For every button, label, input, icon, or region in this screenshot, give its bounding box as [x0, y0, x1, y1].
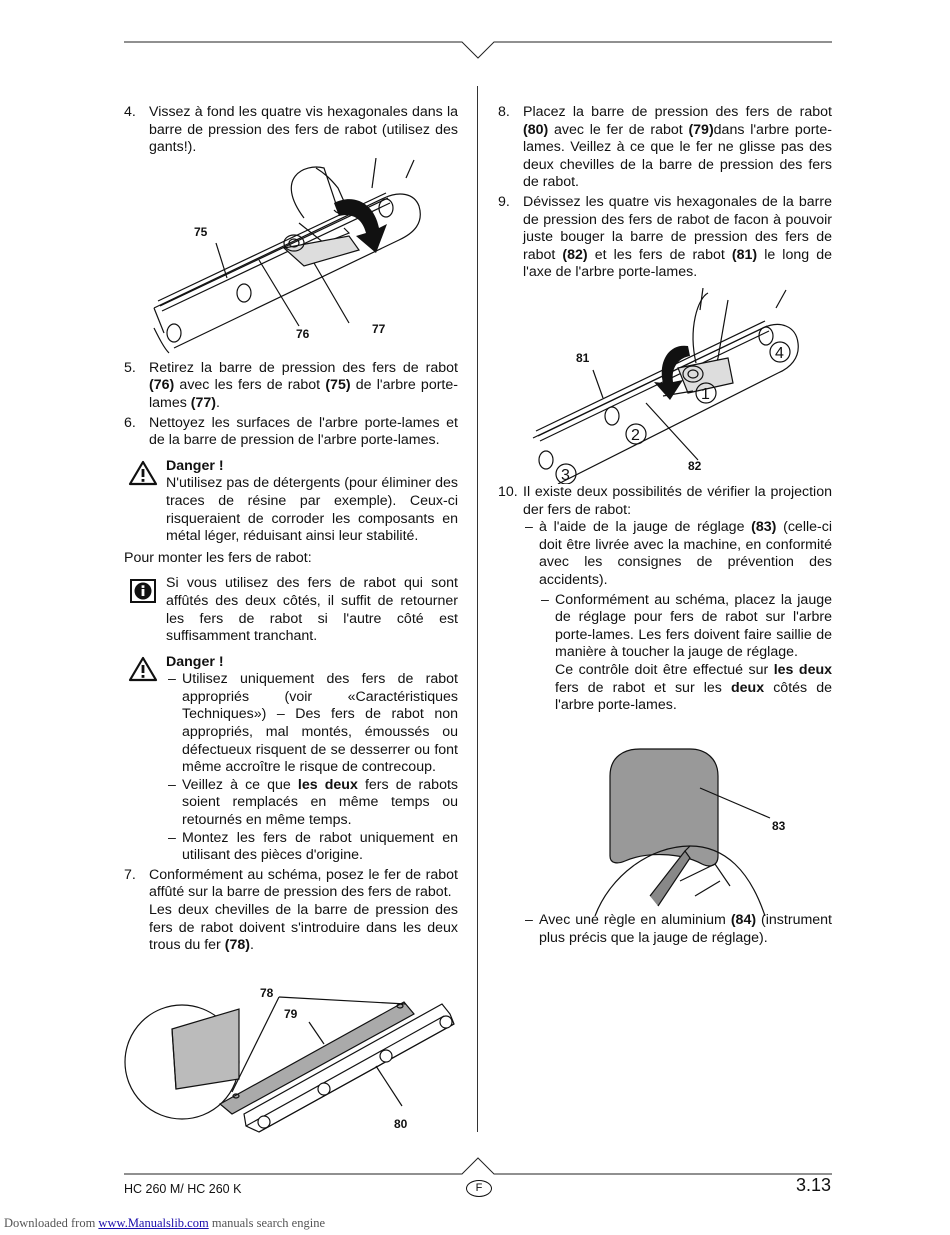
ref-78: (78): [224, 937, 250, 954]
figure-cutterhead-tighten: [124, 158, 458, 358]
info-icon: [130, 579, 156, 609]
step-number: 6.: [124, 414, 136, 431]
step-number: 5.: [124, 359, 136, 376]
danger-item-text-a: Veillez à ce que: [182, 776, 298, 793]
marker-1: 1: [701, 386, 710, 403]
danger-item-3: [166, 830, 458, 865]
danger-text: N'utilisez pas de détergents (pour éliminer des traces de résine par exemple). Ceux-ci risqueraient de corroder les composants en métal léger, réduisant ainsi leur stabilité.: [166, 475, 458, 545]
step-number: 9.: [498, 193, 510, 210]
method-text-a: Avec une règle en aluminium: [539, 912, 731, 928]
danger-item-1: [166, 671, 458, 777]
figure-setting-gauge: [590, 746, 800, 916]
footer-language-badge: [466, 1180, 492, 1197]
language-code: F: [475, 1182, 483, 1194]
ref-82: (82): [562, 246, 588, 263]
step-text-3: de l'arbre porte-lames: [149, 377, 458, 411]
step-text: Conformément au schéma, posez le fer de rabot affûté sur la barre de pression des fers de rabot.: [149, 866, 458, 901]
step-number: 8.: [498, 104, 510, 120]
step-number: 7.: [124, 866, 136, 883]
callout-75: 75: [194, 224, 208, 239]
step-text-1: Retirez la barre de pression des fers de rabot: [149, 359, 458, 376]
manualslib-link[interactable]: www.Manualslib.com: [98, 1216, 209, 1230]
danger-item-text-c: fers de rabots soient remplacés en même temps ou retournés en même temps.: [182, 776, 458, 829]
left-column: [124, 104, 458, 1110]
control-text-a: Ce contrôle doit être effectué sur: [555, 661, 774, 678]
callout-81: 81: [576, 351, 590, 365]
callout-78: 78: [260, 986, 274, 1000]
callout-83: 83: [772, 819, 786, 833]
marker-3: 3: [561, 467, 570, 484]
danger-item-bold: les deux: [297, 776, 358, 793]
instruction-text: Conformément au schéma, placez la jauge de réglage pour fers de rabot sur l'arbre porte-lames. Les fers doivent faire saillie de manière à toucher la jauge de réglage.: [555, 591, 832, 661]
warning-triangle-icon: [128, 656, 158, 688]
callout-76: 76: [296, 326, 310, 341]
download-note: [4, 1215, 325, 1233]
control-text-c: fers de rabot et sur les: [555, 679, 731, 696]
dash-marker: –: [168, 829, 176, 846]
step-text-1: Dévissez les quatre vis hexagonales de la barre de pression des fers de rabot de facon à pouvoir juste bouger la barre de pression des fers de rabot: [523, 193, 832, 263]
ref-83: (83): [751, 519, 777, 536]
dash-marker: –: [525, 519, 533, 536]
step-text-3: le long de l'axe de l'arbre porte-lames.: [523, 246, 832, 281]
danger-item-text: Utilisez uniquement des fers de rabot appropriés (voir «Caractéristiques Techniques») – Des fers de rabot non appropriés, mal montés, émoussés ou défectueux risquent de se desserrer ou font même accroître le risque de contrecoup.: [182, 671, 458, 776]
method-2: [523, 912, 832, 947]
dash-marker: –: [525, 912, 533, 928]
ref-76: (76): [149, 377, 175, 394]
danger-item-text: Montez les fers de rabot uniquement en utilisant des pièces d'origine.: [182, 829, 458, 864]
method-1-instruction: [539, 592, 832, 715]
figure-blade-assembly: [124, 984, 458, 1134]
step-text: Vissez à fond les quatre vis hexagonales dans la barre de pression des fers de rabot (utilisez des gants!).: [149, 104, 458, 156]
step-text-2: Les deux chevilles de la barre de pression des fers de rabot doivent s'introduire dans les deux trous du fer: [149, 902, 458, 954]
step-text-2: avec les fers de rabot: [174, 377, 326, 394]
callout-80: 80: [394, 1117, 408, 1131]
column-divider: [477, 86, 478, 1132]
danger-title: Danger !: [166, 653, 224, 670]
dash-marker: –: [168, 671, 176, 688]
danger-item-2: [166, 777, 458, 830]
info-text: Si vous utilisez des fers de rabot qui sont affûtés des deux côtés, il suffit de retourner les fers de rabot si l'autre côté est suffisamment tranchant.: [166, 575, 458, 645]
step-7: [124, 867, 458, 955]
danger-title: Danger !: [166, 457, 224, 474]
footer-page-number: 3.13: [796, 1175, 832, 1195]
danger-notice-1: [124, 458, 458, 546]
step-number: 4.: [124, 104, 136, 120]
step-number: 10.: [498, 484, 518, 500]
step-text-3: dans l'arbre porte-lames. Veillez à ce que le fer ne glisse pas des deux chevilles de la barre de pression des fers de rabot.: [523, 121, 832, 191]
ref-81: (81): [731, 246, 758, 263]
figure-cutterhead-loosen: [528, 288, 808, 484]
danger-notice-2: [124, 654, 458, 865]
dash-marker: –: [168, 776, 176, 793]
marker-2: 2: [631, 427, 640, 444]
callout-79: 79: [284, 1007, 298, 1021]
dash-marker: –: [541, 591, 549, 608]
control-bold-1: les deux: [773, 661, 833, 678]
method-1: [523, 519, 832, 589]
download-prefix: Downloaded from: [4, 1216, 96, 1230]
step-text-2: et les fers de rabot: [587, 246, 732, 263]
method-text-c: (celle-ci doit être livrée avec la machine, en conformité avec les consignes de prévention des accidents).: [539, 519, 832, 588]
footer-model: HC 260 M/ HC 260 K: [124, 1182, 242, 1196]
method-text-c: (instrument plus précis que la jauge de réglage).: [539, 912, 832, 946]
right-column: [498, 104, 832, 282]
step-5: [124, 360, 458, 413]
callout-82: 82: [688, 459, 702, 473]
header-rule: [0, 0, 950, 70]
control-bold-2: deux: [731, 679, 765, 696]
step-text-4: .: [216, 394, 220, 411]
step-text: Il existe deux possibilités de vérifier la projection der fers de rabot:: [523, 484, 832, 518]
method-text-a: à l'aide de la jauge de réglage: [539, 519, 752, 536]
step-4: [124, 104, 458, 157]
step-10: [498, 484, 832, 715]
mount-intro: Pour monter les fers de rabot:: [124, 549, 312, 566]
step-8: [498, 104, 832, 192]
step-10-intro: [498, 484, 832, 519]
callout-77: 77: [372, 321, 386, 336]
ref-75: (75): [325, 377, 351, 394]
step-9: [498, 194, 832, 282]
info-notice: [124, 575, 458, 645]
step-text-2: avec le fer de rabot: [548, 121, 689, 138]
ref-79: (79): [688, 121, 714, 138]
marker-4: 4: [775, 345, 784, 362]
ref-84: (84): [730, 912, 757, 928]
step-text: Nettoyez les surfaces de l'arbre porte-lames et de la barre de pression de l'arbre porte-lames.: [149, 414, 458, 449]
download-suffix: manuals search engine: [211, 1216, 325, 1230]
warning-triangle-icon: [128, 460, 158, 492]
ref-80: (80): [523, 121, 549, 138]
step-text-1: Placez la barre de pression des fers de rabot: [523, 104, 832, 120]
ref-77: (77): [190, 394, 217, 411]
step-6: [124, 415, 458, 450]
step-text-3: .: [249, 937, 254, 954]
control-text-e: côtés de l'arbre porte-lames.: [555, 679, 832, 714]
